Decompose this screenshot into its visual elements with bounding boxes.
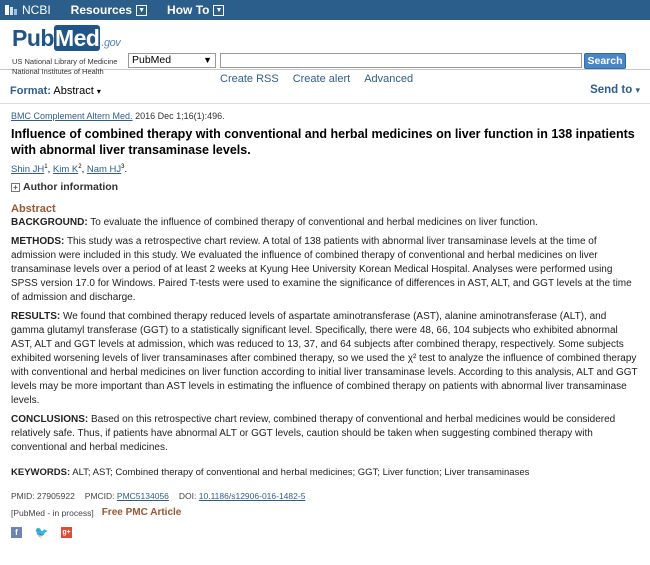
ncbi-top-bar: [0, 0, 650, 20]
create-alert-link[interactable]: Create alert: [292, 73, 351, 85]
chevron-down-icon: ▼: [136, 5, 147, 16]
ncbi-logo-text: NCBI: [22, 3, 51, 17]
section-text: To evaluate the influence of combined therapy of conventional and herbal medicines on liver function.: [90, 217, 538, 229]
format-value: Abstract: [53, 85, 94, 97]
abstract-results: [11, 310, 639, 408]
pmcid-block: [85, 491, 169, 501]
section-label: BACKGROUND:: [11, 217, 88, 229]
author-affil: 1: [44, 164, 48, 170]
facebook-icon[interactable]: f: [11, 527, 22, 538]
google-plus-icon[interactable]: g+: [62, 529, 71, 537]
abstract-heading: Abstract: [11, 203, 56, 216]
search-input[interactable]: [220, 53, 582, 68]
pubmed-logo[interactable]: [12, 25, 120, 76]
howto-menu[interactable]: [167, 3, 224, 17]
journal-link[interactable]: BMC Complement Altern Med.: [11, 111, 133, 121]
status-row: [11, 507, 639, 518]
article: [11, 111, 639, 538]
pmid: PMID: 27905922: [11, 491, 75, 502]
section-text: Based on this retrospective chart review, combined therapy of conventional and herbal medicines would be considered relatively safe. Thus, if patients have abnormal ALT or GGT levels, caution should be taken when suggesting combined therapy with conventional and herbal medicines.: [11, 414, 616, 454]
database-select-value: PubMed: [132, 54, 172, 66]
authors: Shin $JH^1$, Kim $K^2$, Nam $HJ^3$.: [11, 164, 128, 176]
author-affil: 3: [121, 164, 125, 170]
author-link[interactable]: Kim K: [52, 164, 79, 176]
author-link[interactable]: Nam HJ: [86, 164, 122, 176]
pmcid-label: PMCID:: [84, 491, 115, 502]
citation-details: 2016 Dec 1;16(1):496.: [135, 111, 225, 121]
resources-menu[interactable]: [71, 3, 147, 17]
free-pmc-article-link[interactable]: Free PMC Article: [101, 507, 182, 519]
logo-gov: .gov: [101, 37, 121, 49]
keywords-label: KEYWORDS:: [11, 467, 71, 479]
section-text: We found that combined therapy reduced levels of aspartate aminotransferase (AST), alanine aminotransferase (ALT), and gamma glutamyl transferase (GGT) to a statistically significant level. Specifically, there were 48, 66, 104 subjects who exhibited abnormal AST, ALT and GGT levels at admission, which was reduced to 13, 37, and 64 subjects after combined therapy, respectively. Some subjects exhibited worsening levels of liver transaminases after combined therapy, so we used the χ² test to analyze the influence of combined therapy with conventional and herbal medicines on liver function according to initial liver transaminase levels. According to this analysis, ALT and GGT levels may be more important than AST levels in estimating the influence of combined therapy on patients with abnormal liver transaminase levels.: [11, 311, 638, 407]
pubmed-header: [0, 20, 650, 85]
caret-down-icon: ▾: [635, 85, 640, 95]
logo-sub2: National Institutes of Health: [12, 67, 104, 76]
expand-plus-icon: +: [11, 183, 20, 192]
chevron-down-icon: ▼: [203, 55, 212, 65]
howto-label: How To: [167, 3, 210, 17]
chevron-down-icon: ▼: [213, 5, 224, 16]
section-text: This study was a retrospective chart review. A total of 138 patients with abnormal liver transaminase levels at the time of admission were included in this study. We evaluated the influence of combined therapy of conventional and herbal medicines on liver transaminase levels over a period of at least 2 weeks at Kyung Hee University Korean Medical Hospital. Analyses were performed using SPSS version 17.0 for Windows. Paired T-tests were used to examine the significance of differences in AST, ALT, and GGT levels at the time of admission and discharge.: [11, 236, 632, 304]
identifiers: [11, 491, 639, 501]
author-information-label: Author information: [23, 181, 119, 194]
caret-down-icon: ▾: [96, 87, 101, 96]
keywords-text: ALT; AST; Combined therapy of conventional and herbal medicines; GGT; Liver function; Liver transaminases: [72, 467, 530, 479]
abstract-methods: [11, 235, 639, 305]
format-control[interactable]: [10, 85, 101, 97]
section-label: RESULTS:: [11, 311, 61, 323]
abstract-conclusions: [11, 413, 639, 455]
advanced-link[interactable]: Advanced: [364, 73, 414, 85]
logo-sub1: US National Library of Medicine: [12, 57, 118, 66]
ncbi-logo[interactable]: [4, 3, 51, 17]
logo-pub: Pub: [12, 25, 54, 51]
author-information-toggle[interactable]: [11, 181, 639, 193]
citation: [11, 111, 639, 121]
database-select[interactable]: [128, 53, 216, 68]
doi-block: [179, 491, 306, 501]
social-share: [11, 527, 639, 538]
send-to-label: Send to: [590, 84, 633, 96]
article-title: Influence of combined therapy with conventional and herbal medicines on liver function in 138 inpatients with abnormal liver transaminase levels.: [11, 127, 635, 157]
keywords: [11, 467, 639, 478]
doi-link[interactable]: 10.1186/s12906-016-1482-5: [198, 491, 306, 502]
pubmed-status: [PubMed - in process]: [11, 507, 94, 518]
abstract-background: [11, 216, 639, 230]
section-label: CONCLUSIONS:: [11, 414, 89, 426]
author-link[interactable]: Shin JH: [11, 164, 45, 176]
send-to-control[interactable]: [590, 84, 640, 96]
author-affil: 2: [78, 164, 82, 170]
logo-med: Med: [54, 25, 100, 51]
format-bar: [0, 80, 650, 104]
pmcid-link[interactable]: PMC5134056: [116, 491, 169, 502]
ncbi-logo-icon: [4, 4, 18, 16]
resources-label: Resources: [70, 3, 133, 17]
twitter-icon[interactable]: 🐦: [34, 527, 49, 540]
search-button[interactable]: Search: [584, 53, 626, 69]
create-rss-link[interactable]: Create RSS: [220, 73, 279, 85]
doi-label: DOI:: [178, 491, 197, 502]
section-label: METHODS:: [11, 236, 65, 248]
format-label: Format:: [10, 85, 51, 97]
